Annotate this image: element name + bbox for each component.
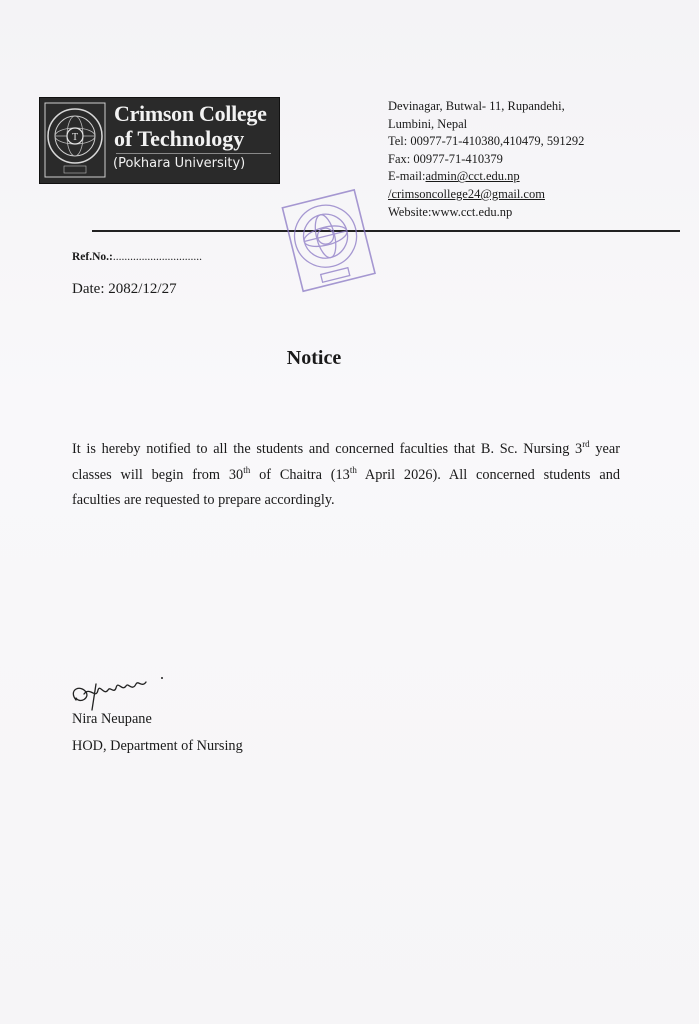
- fax: Fax: 00977-71-410379: [388, 151, 503, 166]
- college-name-line2: of Technology: [114, 126, 245, 151]
- college-seal-icon: [44, 102, 106, 178]
- college-logo: [39, 97, 280, 184]
- notice-date: Date: 2082/12/27: [72, 281, 177, 297]
- address-line2: Lumbini, Nepal: [388, 116, 468, 131]
- ref-value: ...............................: [112, 251, 202, 263]
- college-stamp-icon: [278, 188, 376, 296]
- body-line-2: classes will begin from 30th of Chaitra (13th April 2026). All concerned students and: [72, 464, 620, 483]
- signatory-designation: HOD, Department of Nursing: [72, 738, 243, 754]
- letterhead-divider: [92, 230, 680, 232]
- college-affiliation: (Pokhara University): [113, 156, 246, 171]
- telephone: Tel: 00977-71-410380,410479, 591292: [388, 134, 585, 149]
- address-line1: Devinagar, Butwal- 11, Rupandehi,: [388, 99, 565, 113]
- notice-title: Notice: [286, 347, 342, 369]
- email-secondary-link[interactable]: /crimsoncollege24@gmail.com: [388, 186, 545, 201]
- college-name-line1: Crimson College: [114, 101, 267, 126]
- ref-label: Ref.No.:: [72, 251, 113, 263]
- body-line-1: It is hereby notified to all the students and concerned faculties that B. Sc. Nursing 3rd year: [72, 439, 620, 457]
- logo-divider: [116, 153, 271, 154]
- signatory-name: Nira Neupane: [72, 711, 152, 727]
- handwritten-signature: [66, 670, 166, 712]
- website: Website:www.cct.edu.np: [388, 204, 513, 219]
- email-label: E-mail:: [388, 169, 426, 184]
- contact-block: [388, 98, 584, 221]
- svg-text:T: T: [71, 132, 79, 143]
- notice-body: [72, 437, 620, 514]
- body-line-3: faculties are requested to prepare accordingly.: [72, 492, 335, 508]
- email-row: [388, 168, 584, 186]
- email-primary-link[interactable]: admin@cct.edu.np: [425, 169, 520, 184]
- reference-number: [72, 251, 202, 263]
